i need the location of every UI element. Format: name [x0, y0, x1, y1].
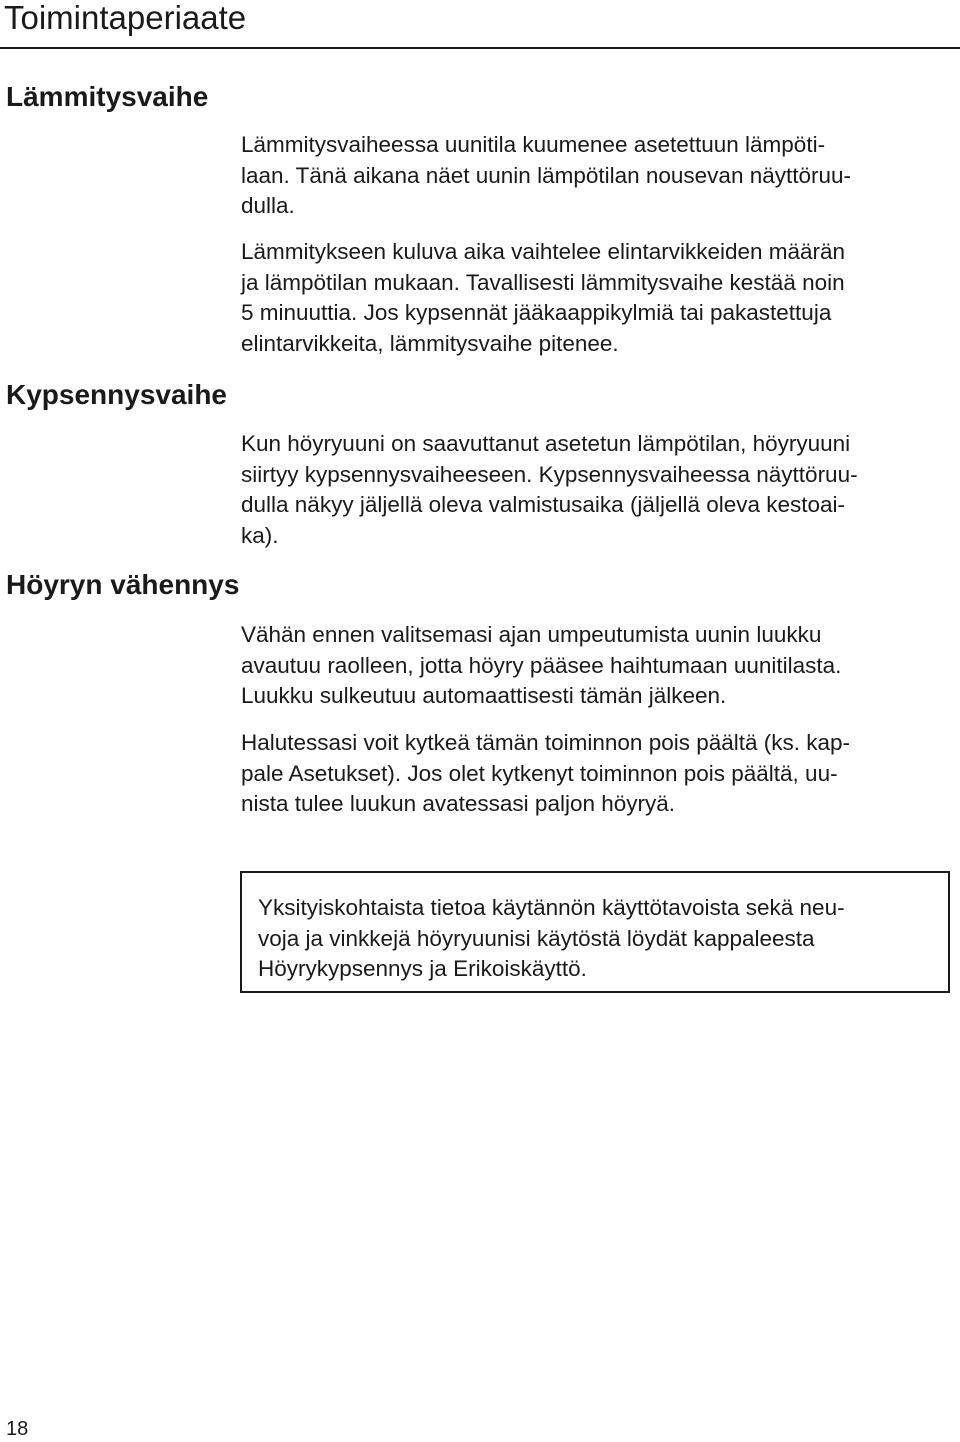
paragraph-kypsennysvaihe-1: Kun höyryuuni on saavuttanut asetetun lämpötilan, höyryuuni siirtyy kypsennysvaiheeseen. Kypsennysvaiheessa näyttöruu- dulla näkyy jäljellä oleva valmistusaika (jäljellä oleva kestoai- ka). [241, 431, 858, 548]
paragraph-hoyryn-vahennys-2: Halutessasi voit kytkeä tämän toiminnon pois päältä (ks. kap- pale Asetukset). Jos olet kytkenyt toiminnon pois päältä, uu- nista tulee luukun avatessasi paljon höyryä. [241, 730, 851, 816]
paragraph-lammitysvaihe-1: Lämmitysvaiheessa uunitila kuumenee asetettuun lämpöti- laan. Tänä aikana näet uunin lämpötilan nousevan näyttöruu- dulla. [241, 132, 852, 218]
paragraph-hoyryn-vahennys-1: Vähän ennen valitsemasi ajan umpeutumista uunin luukku avautuu raolleen, jotta höyry pääsee haihtumaan uunitilasta. Luukku sulkeutuu automaattisesti tämän jälkeen. [241, 622, 842, 708]
section-heading-hoyryn-vahennys: Höyryn vähennys [6, 569, 240, 600]
page-number: 18 [6, 1418, 29, 1440]
section-heading-kypsennysvaihe: Kypsennysvaihe [6, 379, 227, 410]
paragraph-lammitysvaihe-2: Lämmitykseen kuluva aika vaihtelee elintarvikkeiden määrän ja lämpötilan mukaan. Tavallisesti lämmitysvaihe kestää noin 5 minuuttia. Jos kypsennät jääkaappikylmiä tai pakastettuja elintarvikkeita, lämmitysvaihe pitenee. [241, 239, 846, 356]
info-box [240, 871, 950, 993]
title-divider [0, 47, 960, 49]
page-title: Toimintaperiaate [4, 0, 247, 36]
info-box-text: Yksityiskohtaista tietoa käytännön käyttötavoista sekä neu- voja ja vinkkejä höyryuunisi käytöstä löydät kappaleesta Höyrykypsennys ja Erikoiskäyttö. [258, 895, 845, 981]
section-heading-lammitysvaihe: Lämmitysvaihe [6, 81, 209, 112]
